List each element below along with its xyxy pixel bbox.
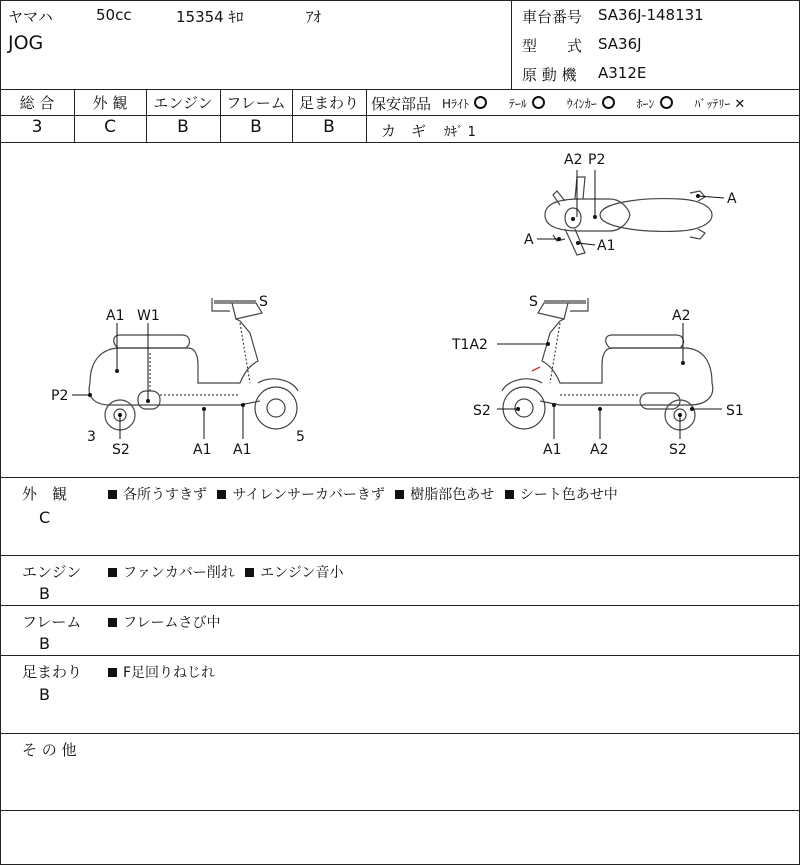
label-left-w1: W1 <box>137 308 160 324</box>
label-right-s: S <box>529 294 538 310</box>
safety-parts-row <box>371 93 431 114</box>
safety-label: 保安部品 <box>371 95 432 113</box>
remark-category-suspension: 足まわり <box>22 663 83 681</box>
callout-lines <box>72 170 724 439</box>
score-grade-frame: B <box>250 117 262 137</box>
remarks-rule <box>0 555 800 556</box>
remarks-rule <box>0 733 800 734</box>
engine-value: A312E <box>598 64 647 82</box>
remark-notes-suspension: F足回りねじれ <box>108 662 215 682</box>
key-label: カ ギ <box>381 122 427 140</box>
key-value: ｶｷﾞ 1 <box>444 125 476 140</box>
maker: ヤマハ <box>8 8 53 26</box>
safety-item-tail: ﾃｰﾙ <box>509 97 545 111</box>
ok-circle-icon <box>532 96 545 109</box>
score-col-divider <box>366 89 367 142</box>
label-left-3: 3 <box>87 429 96 445</box>
label-left-p2: P2 <box>51 388 69 404</box>
body-color: ｱｵ <box>306 8 322 26</box>
score-label-overall: 総 合 <box>19 94 55 112</box>
frame-no: SA36J-148131 <box>598 6 704 24</box>
scooter-top-view <box>545 177 712 255</box>
label-right-s2-front: S2 <box>473 403 491 419</box>
score-label-suspension: 足まわり <box>298 94 359 112</box>
ok-circle-icon <box>602 96 615 109</box>
label-right-a2-floor: A2 <box>590 442 609 458</box>
damage-diagram <box>0 143 800 477</box>
score-mid-rule <box>0 115 366 116</box>
remark-notes-exterior: 各所うすきず サイレンサーカバーきず 樹脂部色あせ シート色あせ中 <box>108 484 618 504</box>
score-grade-suspension: B <box>323 117 335 137</box>
remarks-top-rule <box>0 477 800 478</box>
bullet-square-icon <box>395 490 404 499</box>
remark-category-other: そ の 他 <box>22 741 77 759</box>
label-left-a1-front: A1 <box>233 442 252 458</box>
score-grade-overall: 3 <box>31 117 43 137</box>
score-label-engine: エンジン <box>153 94 213 112</box>
engine-label: 原 動 機 <box>522 66 577 84</box>
safety-item-headlight: Hﾗｲﾄ <box>442 97 487 111</box>
ok-circle-icon <box>474 96 487 109</box>
damage-mark <box>532 367 540 371</box>
remark-category-exterior: 外 観 <box>22 485 68 503</box>
remark-notes-engine: ファンカバー削れ エンジン音小 <box>108 562 344 582</box>
label-left-s: S <box>259 294 268 310</box>
label-right-t1a2: T1A2 <box>452 337 488 353</box>
type-value: SA36J <box>598 35 642 53</box>
bullet-square-icon <box>505 490 514 499</box>
remarks-bottom-rule <box>0 810 800 811</box>
header-bottom-rule <box>0 89 800 90</box>
safety-item-winker: ｳｲﾝｶｰ <box>567 97 615 111</box>
bullet-square-icon <box>108 490 117 499</box>
header-divider <box>511 0 512 89</box>
safety-item-horn: ﾎｰﾝ <box>637 97 673 111</box>
mileage: 15354 ｷﾛ <box>176 8 244 26</box>
remark-category-engine: エンジン <box>22 563 82 581</box>
remark-grade-exterior: C <box>39 508 51 527</box>
label-right-s1: S1 <box>726 403 744 419</box>
bullet-square-icon <box>108 568 117 577</box>
bullet-square-icon <box>108 618 117 627</box>
remarks-rule <box>0 655 800 656</box>
safety-mid-rule <box>366 115 800 116</box>
label-right-a2: A2 <box>672 308 691 324</box>
label-left-5: 5 <box>296 429 305 445</box>
label-left-a1-seat: A1 <box>106 308 125 324</box>
remark-grade-suspension: B <box>39 685 50 704</box>
label-right-a1: A1 <box>543 442 562 458</box>
displacement: 50cc <box>96 6 132 24</box>
label-top-a2: A2 <box>564 152 583 168</box>
model-name: JOG <box>8 32 44 54</box>
label-left-s2: S2 <box>112 442 130 458</box>
safety-item-battery: ﾊﾞｯﾃﾘｰ ✕ <box>694 97 746 112</box>
score-grade-exterior: C <box>104 117 116 137</box>
safety-items <box>442 95 753 112</box>
label-top-a-rear: A <box>727 191 737 207</box>
bullet-square-icon <box>217 490 226 499</box>
score-grade-engine: B <box>177 117 189 137</box>
label-top-a-front: A <box>524 232 534 248</box>
bullet-square-icon <box>108 668 117 677</box>
remark-grade-engine: B <box>39 584 50 603</box>
remark-notes-frame: フレームさび中 <box>108 612 220 632</box>
remarks-rule <box>0 605 800 606</box>
label-top-p2: P2 <box>588 152 606 168</box>
label-left-a1-floor: A1 <box>193 442 212 458</box>
frame-no-label: 車台番号 <box>522 8 583 26</box>
score-label-exterior: 外 観 <box>92 94 128 112</box>
label-right-s2-rear: S2 <box>669 442 687 458</box>
damage-dots <box>88 194 700 417</box>
type-label: 型 式 <box>522 37 583 55</box>
remark-grade-frame: B <box>39 634 50 653</box>
ng-cross-icon: ✕ <box>734 97 746 112</box>
label-top-a1: A1 <box>597 238 616 254</box>
remark-category-frame: フレーム <box>22 613 82 631</box>
bullet-square-icon <box>245 568 254 577</box>
score-label-frame: フレーム <box>226 94 286 112</box>
ok-circle-icon <box>660 96 673 109</box>
